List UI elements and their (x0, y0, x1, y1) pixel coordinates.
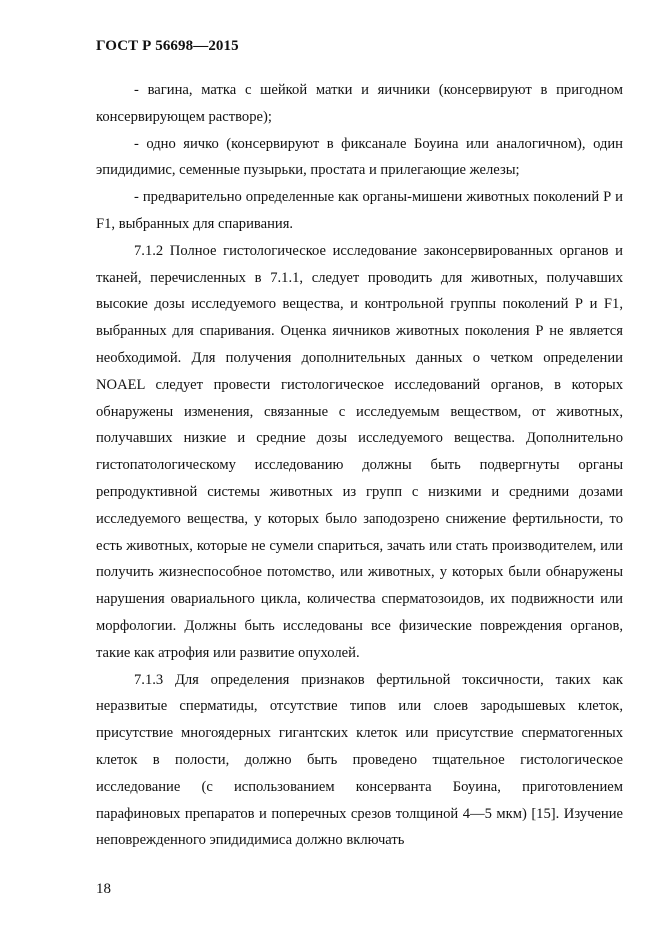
section-7-1-2: 7.1.2 Полное гистологическое исследование законсервированных органов и тканей, перечисленных в 7.1.1, следует проводить для животных, получавших высокие дозы исследуемого вещества, и контрольной группы поколений Р и F1, выбранных для спаривания. Оценка яичников животных поколения Р не является необходимой. Для получения дополнительных данных о четком определении NOAEL следует провести гистологическое исследований органов, в которых обнаружены изменения, связанные с исследуемым веществом, от животных, получавших низкие и средние дозы исследуемого вещества. Дополнительно гистопатологическому исследованию должны быть подвергнуты органы репродуктивной системы животных из групп с низкими и средними дозами исследуемого вещества, у которых было заподозрено снижение фертильности, то есть животных, которые не сумели спариться, зачать или стать производителем, или получить жизнеспособное потомство, или животных, у которых были обнаружены нарушения овариального цикла, количества сперматозоидов, их подвижности или морфологии. Должны быть исследованы все физические повреждения органов, такие как атрофия или развитие опухолей. (96, 242, 623, 661)
list-item-testis: - одно яичко (консервируют в фиксанале Боуина или аналогичном), один эпидидимис, семенные пузырьки, простата и прилегающие железы; (96, 135, 623, 179)
section-7-1-3: 7.1.3 Для определения признаков фертильной токсичности, таких как неразвитые сперматиды, отсутствие типов или слоев зародышевых клеток, присутствие многоядерных гигантских клеток или присутствие сперматогенных клеток в полости, должно быть проведено тщательное гистологическое исследование (с использованием консерванта Боуина, приготовлением парафиновых препаратов и поперечных срезов толщиной 4—5 мкм) [15]. Изучение неповрежденного эпидидимиса должно включать (96, 671, 623, 849)
body-text (96, 77, 623, 854)
standard-header: ГОСТ Р 56698—2015 (96, 38, 239, 54)
list-item-vagina-uterus: - вагина, матка с шейкой матки и яичники (консервируют в пригодном консервирующем растворе); (96, 82, 623, 125)
list-item-target-organs: - предварительно определенные как органы-мишени животных поколений Р и F1, выбранных для спаривания. (96, 189, 623, 232)
page-number: 18 (96, 881, 111, 897)
